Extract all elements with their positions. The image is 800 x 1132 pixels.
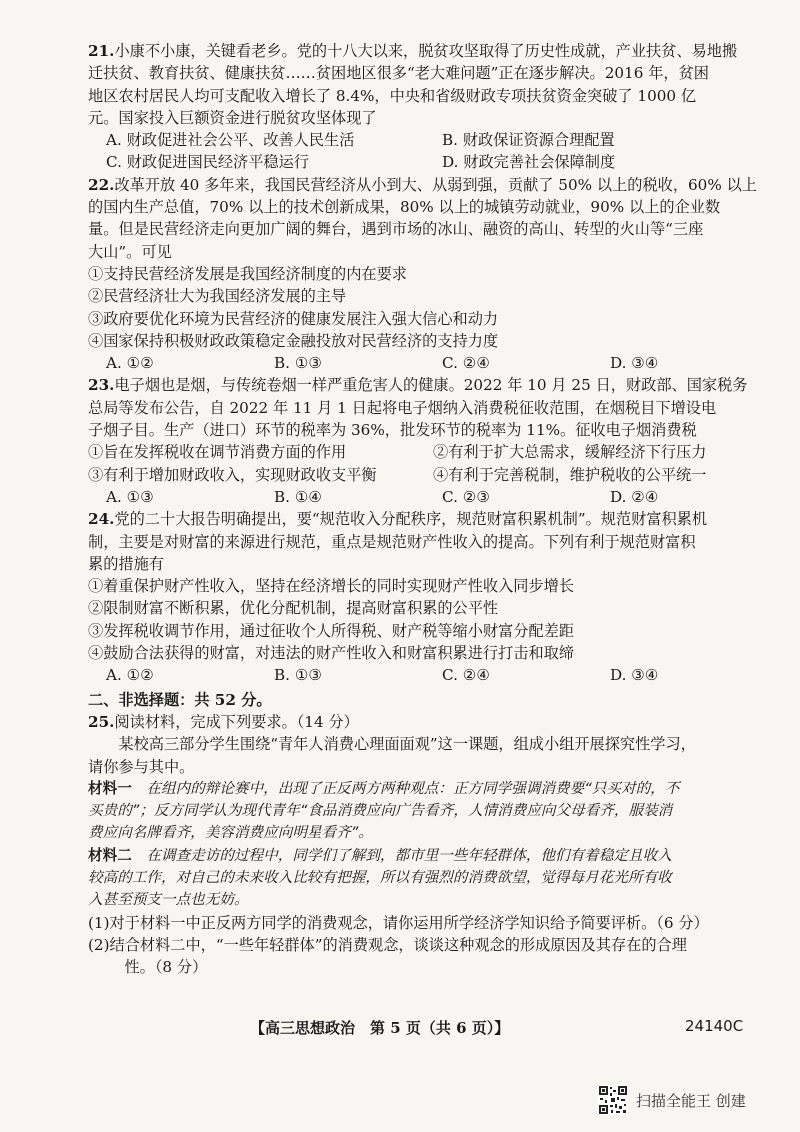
material-2-line-2: 较高的工作，对自己的未来收入比较有把握，所以有强烈的消费欲望，觉得每月花光所有收 <box>88 868 672 886</box>
q24-option-a: A. ①② <box>106 666 154 685</box>
q23-statement-3: ③有利于增加财政收入，实现财政收支平衡 <box>88 465 377 484</box>
q21-option-a: A. 财政促进社会公平、改善人民生活 <box>106 131 355 150</box>
q21-option-d: D. 财政完善社会保障制度 <box>442 153 616 172</box>
q24-line-1 <box>88 508 778 530</box>
question-22 <box>88 174 778 375</box>
q22-option-a: A. ①② <box>106 354 154 373</box>
q23-statement-1: ①旨在发挥税收在调节消费方面的作用 <box>88 443 347 462</box>
q24-option-b: B. ①③ <box>274 666 323 685</box>
material-2-label: 材料二 <box>88 846 132 864</box>
q25-number: 25. <box>88 712 115 731</box>
q21-line-4: 元。国家投入巨额资金进行脱贫攻坚体现了 <box>88 108 377 127</box>
q23-option-b: B. ①④ <box>274 487 323 506</box>
q25-intro-1: 某校高三部分学生围绕“青年人消费心理面面观”这一课题，组成小组开展探究性学习， <box>118 735 696 754</box>
q24-text-1: 党的二十大报告明确提出，要“规范收入分配秩序，规范财富积累机制”。规范财富积累机 <box>114 510 708 529</box>
q22-number: 22. <box>88 175 115 194</box>
q22-option-d: D. ③④ <box>610 354 659 373</box>
q21-text-1: 小康不小康，关键看老乡。党的十八大以来，脱贫攻坚取得了历史性成就，产业扶贫、易地搬 <box>114 42 738 60</box>
material-1-label: 材料一 <box>88 779 132 797</box>
q22-statement-2: ②民营经济壮大为我国经济发展的主导 <box>88 287 347 306</box>
q22-text-1: 改革开放 40 多年来，我国民营经济从小到大、从弱到强，贡献了 50% 以上的税收，60% 以上 <box>114 175 757 194</box>
q23-options <box>88 486 778 508</box>
watermark-text: 扫描全能王 创建 <box>636 1091 746 1110</box>
q24-statement-4: ④鼓励合法获得的财富，对违法的财产性收入和财富积累进行打击和取缔 <box>88 644 574 663</box>
q25-title-line <box>88 711 778 733</box>
q23-line-3: 子烟子目。生产（进口）环节的税率为 36%，批发环节的税率为 11%。征收电子烟消费税 <box>88 421 697 440</box>
q21-line-2: 迁扶贫、教育扶贫、健康扶贫……贫困地区很多“老大难问题”正在逐步解决。2016 年，贫困 <box>88 64 709 83</box>
q23-statement-4: ④有利于完善税制，维护税收的公平统一 <box>433 465 707 484</box>
q23-number: 23. <box>88 376 115 395</box>
footer-code: 24140C <box>685 1017 744 1035</box>
material-2-text-1: 在调查走访的过程中，同学们了解到，都市里一些年轻群体，他们有着稳定且收入 <box>146 846 672 864</box>
q24-options <box>88 664 778 686</box>
q24-option-c: C. ②④ <box>442 666 490 685</box>
question-21 <box>88 40 778 174</box>
q21-options <box>88 129 778 174</box>
q21-option-b: B. 财政保证资源合理配置 <box>442 131 615 150</box>
q23-line-1 <box>88 374 778 396</box>
q25-intro-2: 请你参与其中。 <box>88 757 195 776</box>
q22-options <box>88 352 778 374</box>
material-1-line-2: 买贵的”；反方同学认为现代青年“食品消费应向广告看齐，人情消费应向父母看齐，服装消 <box>88 802 673 820</box>
q22-option-c: C. ②④ <box>442 354 490 373</box>
q25-subquestion-1: (1)对于材料一中正反两方同学的消费观念，请你运用所学经济学知识给予简要评析。（6 分） <box>88 913 709 932</box>
q22-line-4: 大山”。可见 <box>88 242 172 261</box>
q23-option-c: C. ②③ <box>442 487 490 506</box>
q22-statement-3: ③政府要优化环境为民营经济的健康发展注入强大信心和动力 <box>88 309 499 328</box>
question-25 <box>88 711 778 979</box>
q25-title: 阅读材料，完成下列要求。（14 分） <box>114 712 359 731</box>
q23-statements <box>88 441 778 486</box>
q24-line-2: 制，主要是对财富的来源进行规范，重点是规范财产性收入的提高。下列有利于规范财富积 <box>88 532 696 551</box>
q24-line-3: 累的措施有 <box>88 554 164 573</box>
q23-statement-2: ②有利于扩大总需求，缓解经济下行压力 <box>433 443 707 462</box>
scanner-watermark <box>598 1085 746 1115</box>
q24-statement-2: ②限制财富不断积累，优化分配机制，提高财富积累的公平性 <box>88 599 499 618</box>
q22-line-2: 的国内生产总值，70% 以上的技术创新成果，80% 以上的城镇劳动就业，90% 以上的企业数 <box>88 198 721 217</box>
q22-statement-4: ④国家保持积极财政政策稳定金融投放对民营经济的支持力度 <box>88 331 499 350</box>
q23-text-1: 电子烟也是烟，与传统卷烟一样严重危害人的健康。2022 年 10 月 25 日，财政部、国家税务 <box>114 376 748 395</box>
qr-code-icon <box>598 1085 628 1115</box>
question-24 <box>88 508 778 686</box>
q21-option-c: C. 财政促进国民经济平稳运行 <box>106 153 309 172</box>
material-2-line-3: 入甚至预支一点也无妨。 <box>88 891 249 909</box>
q21-line-3: 地区农村居民人均可支配收入增长了 8.4%，中央和省级财政专项扶贫资金突破了 1000 亿 <box>88 86 697 105</box>
q22-option-b: B. ①③ <box>274 354 323 373</box>
q24-statement-3: ③发挥税收调节作用，通过征收个人所得税、财产税等缩小财富分配差距 <box>88 621 574 640</box>
q22-line-3: 量。但是民营经济走向更加广阔的舞台，遇到市场的冰山、融资的高山、转型的火山等“三座 <box>88 220 704 239</box>
q24-statement-1: ①着重保护财产性收入，坚持在经济增长的同时实现财产性收入同步增长 <box>88 577 574 596</box>
q21-number: 21. <box>88 42 115 60</box>
material-1-text-1: 在组内的辩论赛中，出现了正反两方两种观点：正方同学强调消费要“只买对的，不 <box>146 779 680 797</box>
material-1-line-3: 费应向名牌看齐，美容消费应向明星看齐”。 <box>88 824 373 842</box>
q22-statement-1: ①支持民营经济发展是我国经济制度的内在要求 <box>88 264 407 283</box>
page-content <box>88 40 778 978</box>
q24-number: 24. <box>88 510 115 529</box>
material-1-line-1 <box>88 778 778 800</box>
q21-line-1 <box>88 40 778 62</box>
material-2-line-1 <box>88 845 778 867</box>
q25-subquestion-2-line-1: (2)结合材料二中，“一些年轻群体”的消费观念，谈谈这种观念的形成原因及其存在的合理 <box>88 935 687 954</box>
q23-option-a: A. ①③ <box>106 487 154 506</box>
section-heading-nonchoice: 二、非选择题：共 52 分。 <box>88 690 272 709</box>
question-23 <box>88 374 778 508</box>
q25-subquestion-2-line-2: 性。（8 分） <box>124 958 208 977</box>
q24-option-d: D. ③④ <box>610 666 659 685</box>
q23-option-d: D. ②④ <box>610 487 659 506</box>
q22-line-1 <box>88 174 778 196</box>
footer-title: 【高三思想政治 第 5 页（共 6 页）】 <box>250 1019 510 1037</box>
q23-line-2: 总局等发布公告，自 2022 年 11 月 1 日起将电子烟纳入消费税征收范围，在烟税目下增设电 <box>88 398 717 417</box>
